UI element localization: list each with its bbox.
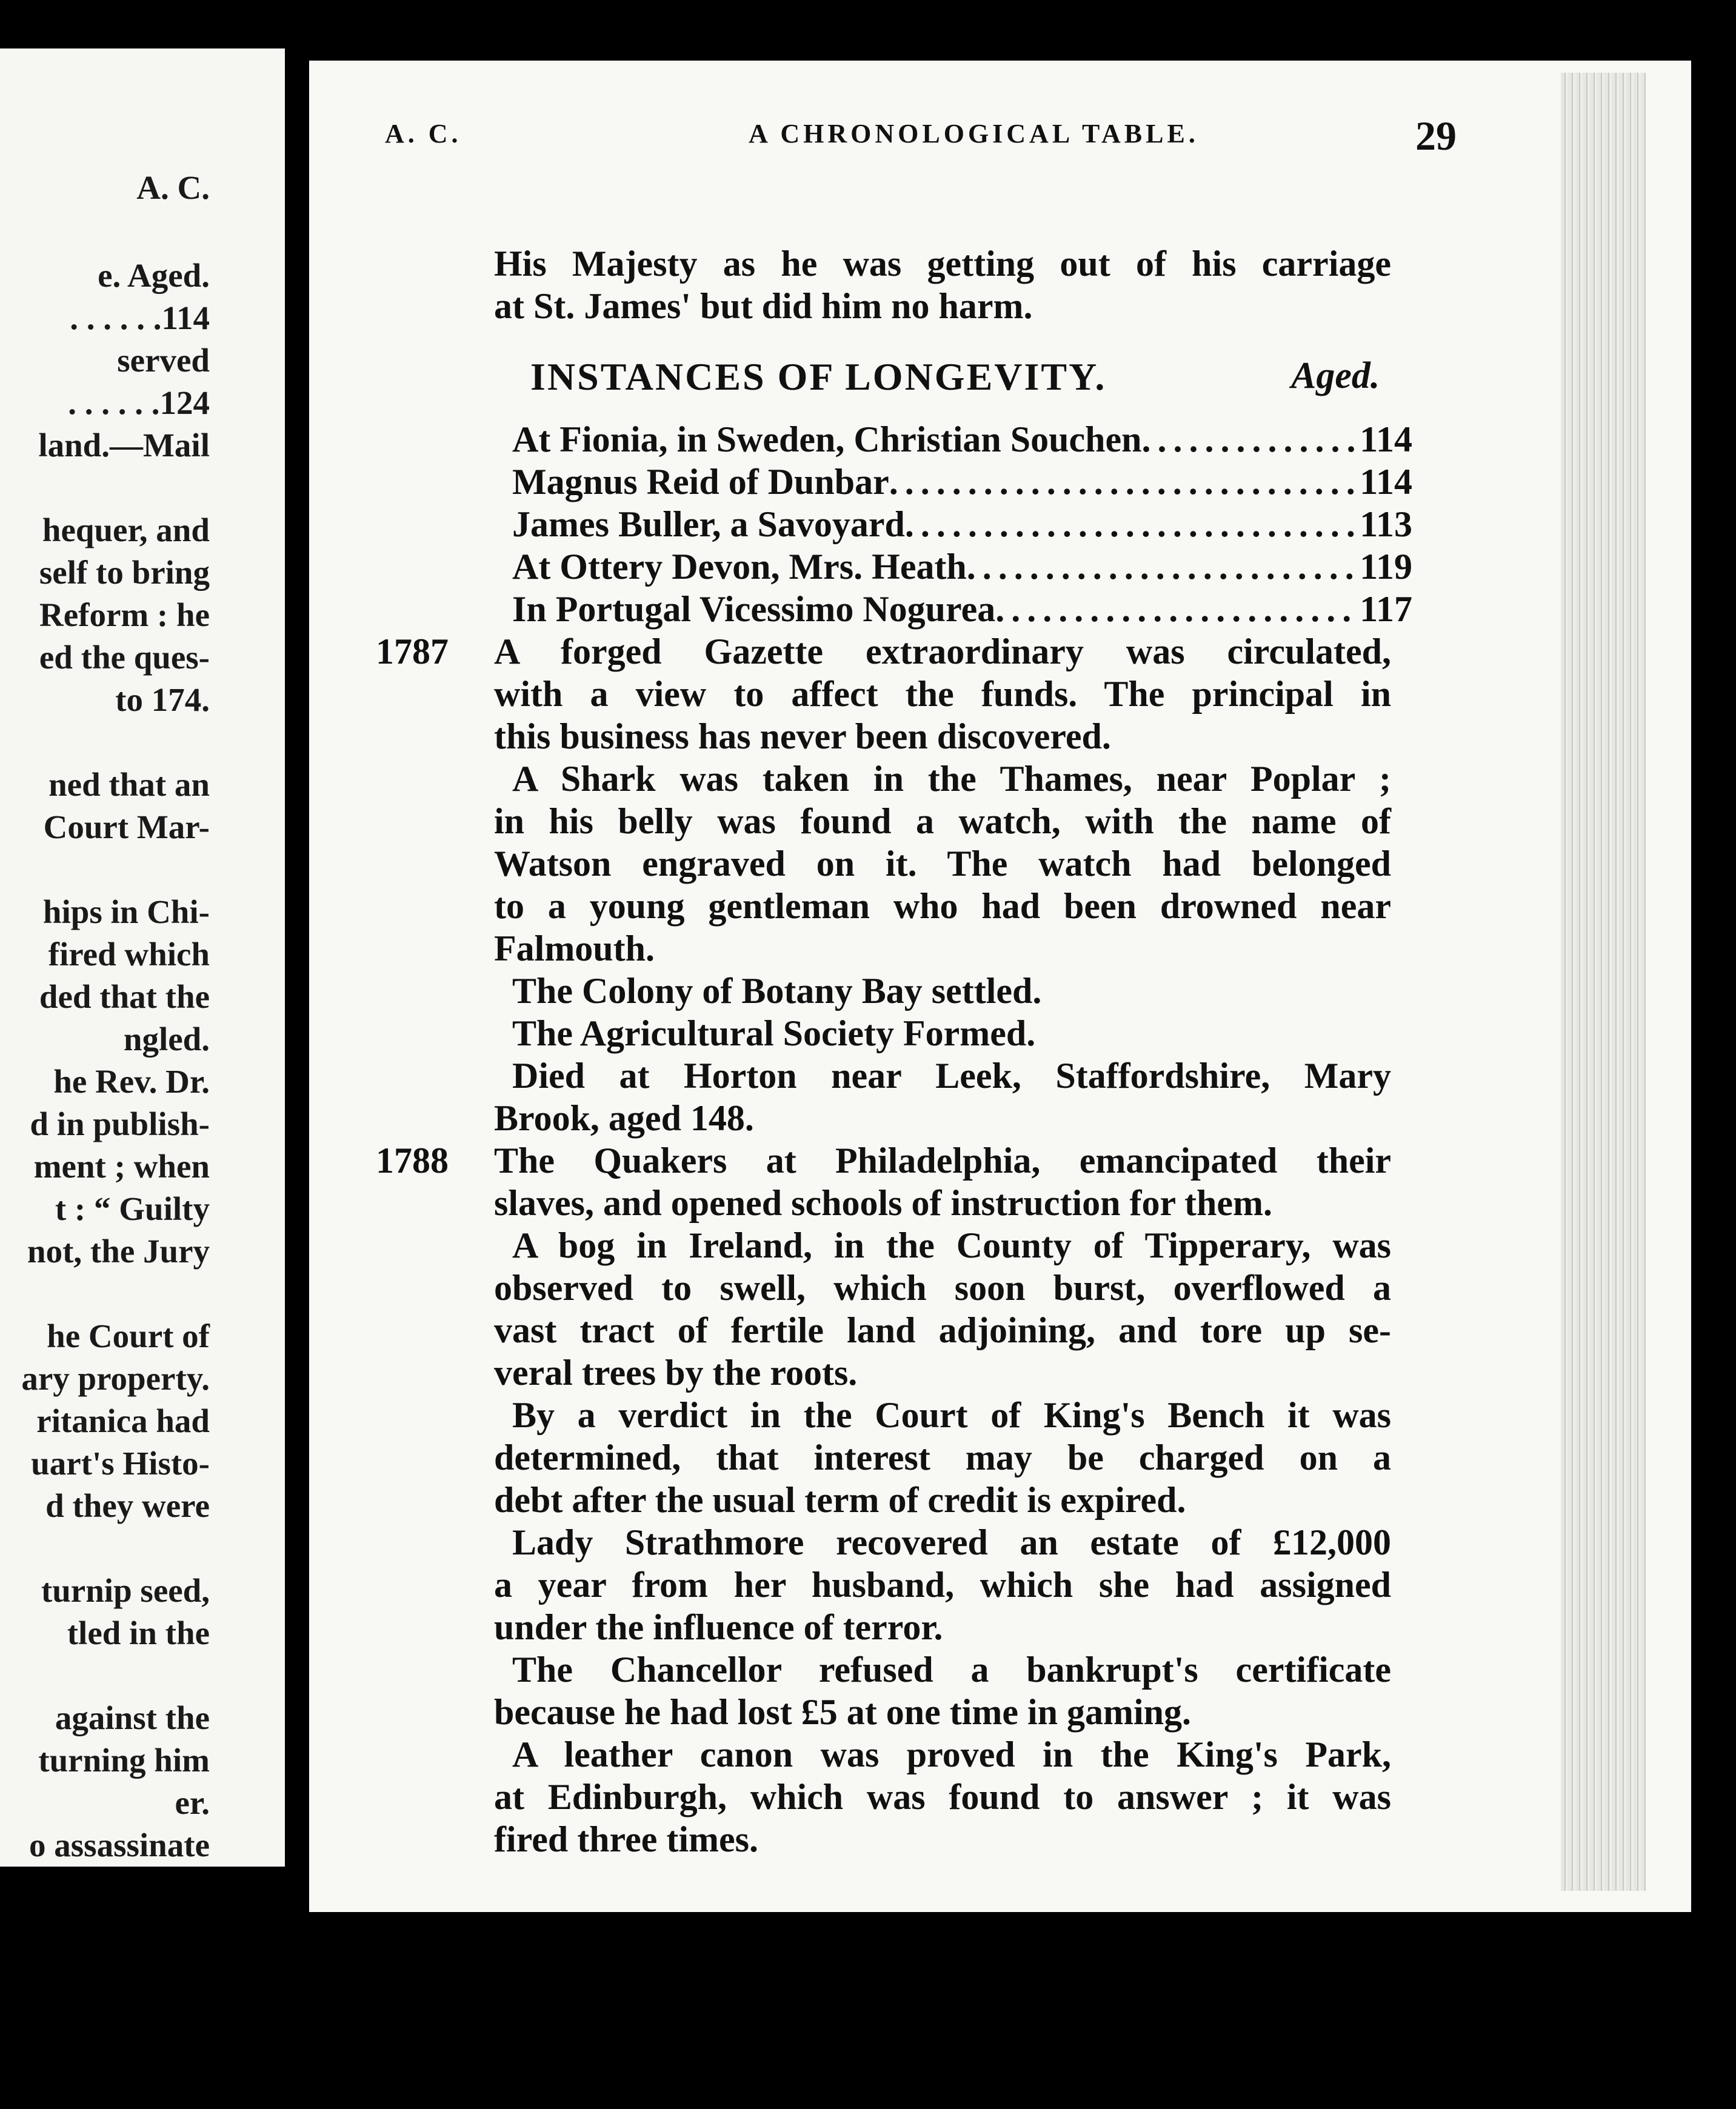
- longevity-name: James Buller, a Savoyard: [512, 504, 905, 544]
- left-page-line: he Rev. Dr.: [53, 1063, 210, 1100]
- left-page-line: turnip seed,: [41, 1572, 210, 1609]
- entry-text: A Shark was taken in the Thames, near Poplar ;: [512, 759, 1391, 799]
- entry-text: veral trees by the roots.: [494, 1353, 858, 1393]
- longevity-heading: [376, 355, 1570, 403]
- entry-text: A forged Gazette extraordinary was circulated,: [494, 631, 1391, 671]
- entry-text: The Chancellor refused a bankrupt's certificate: [512, 1650, 1391, 1690]
- left-page-line: er.: [175, 1784, 210, 1821]
- entry-text: determined, that interest may be charged on a: [494, 1438, 1391, 1478]
- left-page-line: . . . . . .114: [70, 299, 210, 336]
- entry-text: debt after the usual term of credit is expired.: [494, 1480, 1186, 1520]
- left-page-line: d in publish-: [30, 1105, 210, 1142]
- entry-text: in his belly was found a watch, with the name of: [494, 801, 1391, 841]
- leader-dots: [889, 461, 1360, 503]
- entry-text: to a young gentleman who had been drowned near: [494, 886, 1391, 926]
- book-gutter: [285, 0, 309, 2109]
- left-page-line: uart's Histo-: [31, 1445, 210, 1482]
- running-header: [385, 112, 1688, 167]
- entry-text: this business has never been discovered.: [494, 716, 1111, 756]
- left-page-line: o assassinate: [29, 1827, 210, 1864]
- left-page-line: Reform : he: [39, 596, 210, 633]
- left-page-line: served: [117, 342, 210, 379]
- left-page-line: ment ; when: [33, 1148, 210, 1185]
- entry-text: at Edinburgh, which was found to answer ; it was: [494, 1777, 1391, 1817]
- left-page-line: land.—Mail: [38, 427, 210, 464]
- left-page-line: d they were: [45, 1487, 210, 1524]
- entry-text: vast tract of fertile land adjoining, and tore up se-: [494, 1310, 1391, 1350]
- entry-text: A leather canon was proved in the King's Park,: [512, 1734, 1391, 1774]
- longevity-age: 114: [1360, 419, 1412, 459]
- left-page-ac: A. C.: [136, 169, 210, 206]
- leader-dots: [967, 545, 1360, 588]
- header-title: A CHRONOLOGICAL TABLE.: [749, 119, 1199, 148]
- left-page-line: ngled.: [123, 1021, 210, 1058]
- entry-text: because he had lost £5 at one time in gaming.: [494, 1692, 1192, 1732]
- header-ac: A. C.: [385, 119, 462, 148]
- leader-dots: [1142, 418, 1360, 461]
- longevity-name: Magnus Reid of Dunbar: [512, 462, 889, 502]
- page-edges: [1561, 73, 1646, 1891]
- left-page-line: ned that an: [48, 766, 210, 803]
- entry-text: with a view to affect the funds. The principal in: [494, 674, 1391, 714]
- entry-text: The Quakers at Philadelphia, emancipated their: [494, 1141, 1391, 1181]
- left-page-line: not, the Jury: [27, 1233, 210, 1270]
- left-page-line: ary property.: [21, 1360, 210, 1397]
- longevity-age: 114: [1360, 462, 1412, 502]
- longevity-entry: [512, 418, 1412, 461]
- entry-text: By a verdict in the Court of King's Bench it was: [512, 1395, 1391, 1435]
- left-page-line: he Court of: [47, 1318, 210, 1354]
- entry-text: Died at Horton near Leek, Staffordshire, Mary: [512, 1056, 1391, 1096]
- longevity-entry: [512, 461, 1412, 503]
- entry-text: Watson engraved on it. The watch had belonged: [494, 844, 1391, 884]
- left-page: [0, 48, 285, 1867]
- left-page-line: ritanica had: [36, 1402, 210, 1439]
- left-page-line: Court Mar-: [43, 808, 210, 845]
- entry-text: under the influence of terror.: [494, 1607, 943, 1647]
- longevity-name: At Fionia, in Sweden, Christian Souchen: [512, 419, 1142, 459]
- left-page-line: t : “ Guilty: [55, 1190, 210, 1227]
- aged-column-label: Aged.: [1291, 355, 1380, 396]
- leader-dots: [905, 503, 1360, 545]
- year-label: 1788: [376, 1141, 449, 1181]
- leader-dots: [995, 588, 1360, 630]
- left-page-line: hequer, and: [42, 511, 210, 548]
- left-page-line: hips in Chi-: [42, 893, 210, 930]
- entry-text: slaves, and opened schools of instruction for them.: [494, 1183, 1272, 1223]
- left-page-line: to 174.: [115, 681, 210, 718]
- longevity-age: 117: [1360, 589, 1412, 629]
- page-number: 29: [1415, 113, 1457, 159]
- entry-text: Lady Strathmore recovered an estate of £12,000: [512, 1522, 1391, 1562]
- longevity-entry: [512, 588, 1412, 630]
- longevity-name: At Ottery Devon, Mrs. Heath: [512, 547, 967, 587]
- longevity-entry: [512, 503, 1412, 545]
- longevity-age: 119: [1360, 547, 1412, 587]
- entry-text: observed to swell, which soon burst, overflowed a: [494, 1268, 1391, 1308]
- entry-text: Brook, aged 148.: [494, 1098, 754, 1138]
- entry-text: A bog in Ireland, in the County of Tipperary, was: [512, 1225, 1391, 1265]
- left-page-line: against the: [55, 1699, 210, 1736]
- longevity-entry: [512, 545, 1412, 588]
- left-page-line: self to bring: [39, 554, 210, 591]
- entry-text: The Colony of Botany Bay settled.: [512, 971, 1042, 1011]
- entry-text: fired three times.: [494, 1819, 758, 1859]
- longevity-title: INSTANCES OF LONGEVITY.: [530, 355, 1107, 398]
- entry-text: a year from her husband, which she had assigned: [494, 1565, 1391, 1605]
- left-page-line: tled in the: [67, 1614, 210, 1651]
- longevity-name: In Portugal Vicessimo Nogurea: [512, 589, 996, 629]
- entry-text: The Agricultural Society Formed.: [512, 1013, 1036, 1053]
- left-page-line: turning him: [38, 1742, 210, 1779]
- year-label: 1787: [376, 631, 449, 671]
- right-page: A. C. A CHRONOLOGICAL TABLE. 29 His Majesty as he was getting out of his carriage at St. James' but did him no harm. INSTANCES OF LONGEVITY. Aged. At Fionia, in Sweden, Christian Souchen . . . 114 Magnus Reid of Dunbar . . . 114 James Buller, a Savoyard . . . 113 At Ottery Devon, Mrs. Heath . . . 119 In Portugal Vicessimo Nogurea . . . 117 1787 A forged Gazette extraordinary was circulated, with a view to affect the funds. The principal in this business has never been discovered. A Shark was taken in the Thames, near Poplar ; in his belly was found a watch, with the name of Watson engraved on it. The watch had belonged to a young gentleman who had been drowned near Falmouth. The Colony of Botany Bay settled. The Agricultural Society Formed. Died at Horton near Leek, Staffordshire, Mary Brook, aged 148. 1788 The Quakers at Philadelphia, emancipated their slaves, and opened schools of instruction for them. A bog in Ireland, in the County of Tipperary, was observed to swell, which soon burst, overflowed a vast tract of fertile land adjoining, and tore up se- veral trees by the roots. By a verdict in the Court of King's Bench it was determined, that interest may be charged on a debt after the usual term of credit is expired. Lady Strathmore recovered an estate of £12,000 a year from her husband, which she had assigned under the influence of terror. The Chancellor refused a bankrupt's certificate because he had lost £5 at one time in gaming. A leather canon was proved in the King's Park, at Edinburgh, which was found to answer ; it was fired three times.: [309, 61, 1691, 1912]
- left-page-line: . . . . . .124: [68, 384, 210, 421]
- left-page-line: ded that the: [39, 978, 210, 1015]
- left-page-line: ed the ques-: [39, 639, 210, 676]
- entry-text: Falmouth.: [494, 928, 655, 968]
- left-page-line: fired which: [48, 936, 210, 973]
- left-page-line: e. Aged.: [98, 257, 210, 294]
- longevity-age: 113: [1360, 504, 1412, 544]
